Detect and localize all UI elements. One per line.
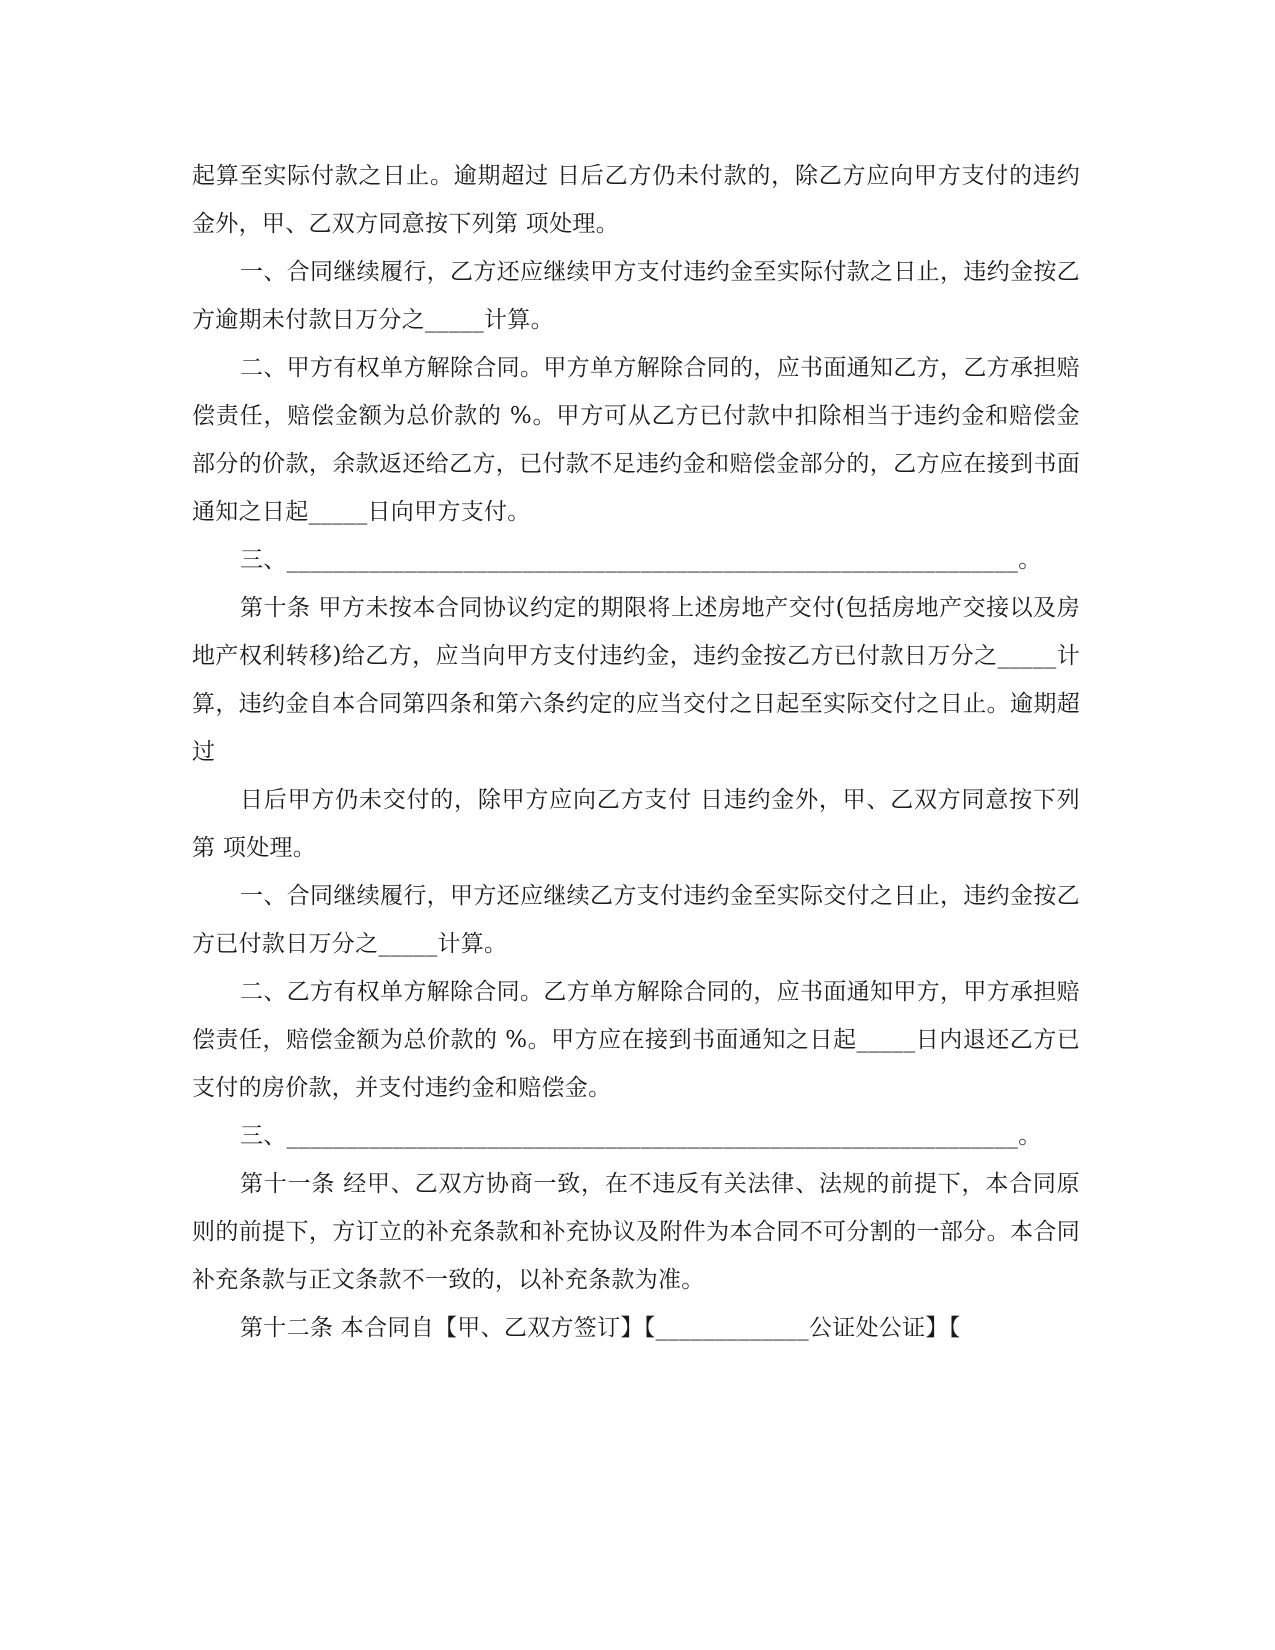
paragraph-option-3-blank: 三、______________________________________________________________。 bbox=[240, 547, 1042, 573]
paragraph-article-10-option-3: 三、______________________________________________________________。 bbox=[240, 1123, 1042, 1149]
paragraph-article-12: 第十二条 本合同自【甲、乙双方签订】【_____________公证处公证】【 bbox=[240, 1315, 961, 1341]
paragraph-article-10: 第十条 甲方未按本合同协议约定的期限将上述房地产交付(包括房地产交接以及房地产权利转移)给乙方，应当向甲方支付违约金，违约金按乙方已付款日万分之_____计算，违约金自本合同第四条和第六条约定的应当交付之日起至实际交付之日止。逾期超过 bbox=[192, 595, 1080, 765]
paragraph-article-10-option-1: 一、合同继续履行，甲方还应继续乙方支付违约金至实际交付之日止，违约金按乙方已付款日万分之_____计算。 bbox=[192, 883, 1080, 957]
paragraph-option-2-terminate: 二、甲方有权单方解除合同。甲方单方解除合同的，应书面通知乙方，乙方承担赔偿责任，赔偿金额为总价款的 %。甲方可从乙方已付款中扣除相当于违约金和赔偿金部分的价款，余款返还给乙方，已付款不足违约金和赔偿金部分的，乙方应在接到书面通知之日起_____日向甲方支付。 bbox=[192, 355, 1080, 525]
contract-body bbox=[192, 152, 1080, 1352]
paragraph-article-10-option-2: 二、乙方有权单方解除合同。乙方单方解除合同的，应书面通知甲方，甲方承担赔偿责任，赔偿金额为总价款的 %。甲方应在接到书面通知之日起_____日内退还乙方已支付的房价款，并支付违约金和赔偿金。 bbox=[192, 979, 1080, 1101]
paragraph-article-10-continued: 日后甲方仍未交付的，除甲方应向乙方支付 日违约金外，甲、乙双方同意按下列第 项处理。 bbox=[192, 787, 1080, 861]
paragraph-option-1-continue: 一、合同继续履行，乙方还应继续甲方支付违约金至实际付款之日止，违约金按乙方逾期未付款日万分之_____计算。 bbox=[192, 259, 1080, 333]
paragraph-article-11: 第十一条 经甲、乙双方协商一致，在不违反有关法律、法规的前提下，本合同原则的前提下，方订立的补充条款和补充协议及附件为本合同不可分割的一部分。本合同补充条款与正文条款不一致的，以补充条款为准。 bbox=[192, 1171, 1080, 1293]
paragraph-payment-overdue: 起算至实际付款之日止。逾期超过 日后乙方仍未付款的，除乙方应向甲方支付的违约金外，甲、乙双方同意按下列第 项处理。 bbox=[192, 163, 1080, 237]
